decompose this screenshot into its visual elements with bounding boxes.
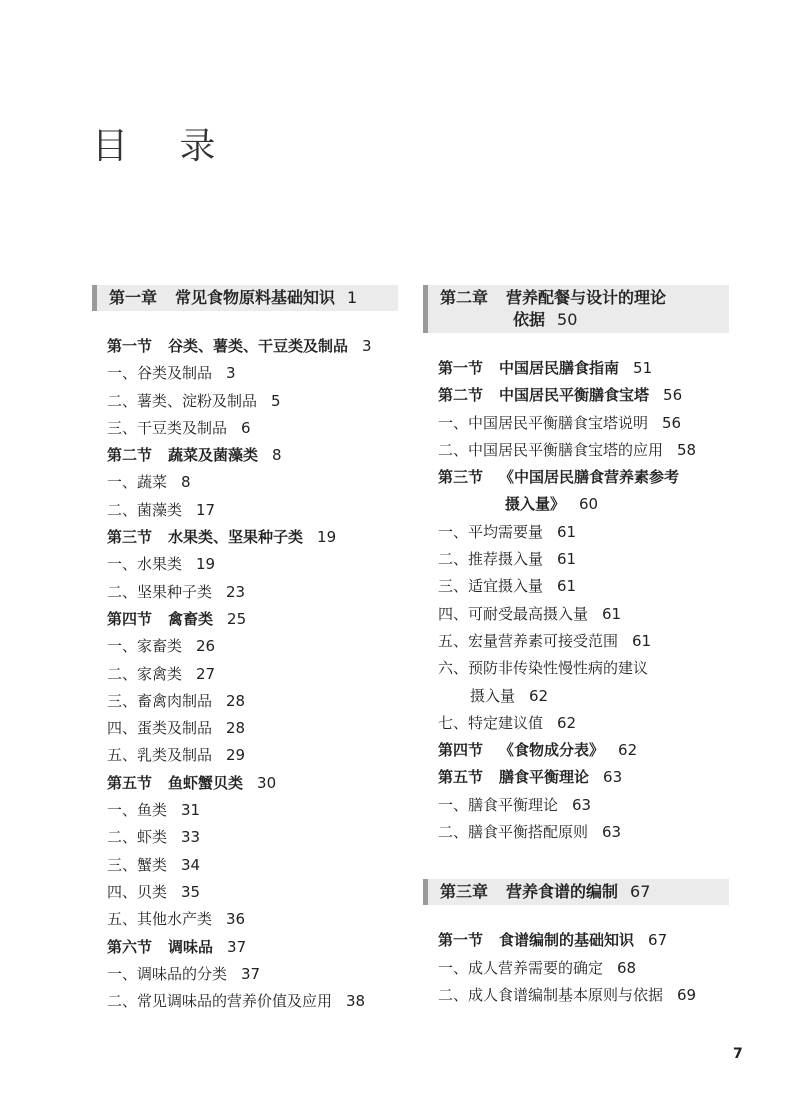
toc-item[interactable]: [423, 710, 729, 737]
toc-section[interactable]: [92, 606, 398, 633]
page-ref: 25: [227, 609, 247, 628]
toc-section[interactable]: [92, 934, 398, 961]
page-ref: 60: [579, 495, 599, 514]
section-title: 谷类、薯类、干豆类及制品: [168, 337, 349, 355]
page-ref: 62: [529, 686, 549, 705]
toc-item[interactable]: [423, 437, 729, 464]
item-title: 四、可耐受最高摄入量: [438, 604, 589, 623]
toc-section[interactable]: [423, 764, 729, 791]
section-title: 食谱编制的基础知识: [499, 931, 635, 950]
item-title: 一、平均需要量: [438, 522, 544, 541]
toc-section-continued[interactable]: [423, 491, 729, 518]
section-number: 第四节: [438, 741, 484, 760]
page-ref: 8: [272, 446, 282, 465]
page-ref: 1: [347, 288, 358, 307]
page-ref: 61: [557, 577, 577, 596]
toc-left-column: [92, 285, 398, 1015]
toc-item[interactable]: [92, 551, 398, 578]
item-title: 五、乳类及制品: [107, 746, 213, 765]
page-ref: 51: [633, 359, 653, 377]
toc-section[interactable]: [423, 927, 729, 954]
toc-item[interactable]: [92, 852, 398, 879]
section-number: 第一节: [107, 337, 153, 355]
toc-item[interactable]: [92, 988, 398, 1015]
section-number: 第一节: [438, 359, 484, 377]
section-title: 《中国居民膳食营养素参考: [499, 468, 680, 487]
item-title: 一、谷类及制品: [107, 364, 213, 383]
page-ref: 28: [226, 691, 246, 710]
page-ref: 62: [557, 713, 577, 732]
item-title: 一、成人营养需要的确定: [438, 958, 604, 977]
section-title: 《食物成分表》: [499, 741, 605, 760]
toc-entry-list: [423, 927, 729, 1009]
chapter-number: 第三章: [440, 882, 489, 902]
page-ref: 8: [181, 473, 191, 492]
page-ref: 56: [662, 413, 682, 432]
toc-entry-list: [92, 333, 398, 1015]
toc-item[interactable]: [92, 469, 398, 496]
toc-item[interactable]: [423, 819, 729, 846]
toc-item[interactable]: [423, 519, 729, 546]
item-title: 一、鱼类: [107, 801, 168, 820]
item-title: 一、中国居民平衡膳食宝塔说明: [438, 413, 649, 432]
page-ref: 61: [557, 550, 577, 569]
chapter-heading[interactable]: [423, 879, 729, 905]
item-title: 三、干豆类及制品: [107, 418, 228, 437]
item-title: 三、畜禽肉制品: [107, 691, 213, 710]
toc-item[interactable]: [92, 961, 398, 988]
page-ref: 36: [226, 910, 246, 929]
section-title: 中国居民膳食指南: [499, 359, 620, 377]
section-title: 禽畜类: [168, 609, 214, 628]
section-title: 中国居民平衡膳食宝塔: [499, 386, 650, 405]
page-ref: 29: [226, 746, 246, 765]
item-title: 二、推荐摄入量: [438, 550, 544, 569]
section-number: 第五节: [438, 768, 484, 787]
chapter-title: 常见食物原料基础知识: [175, 288, 336, 307]
chapter-heading[interactable]: [92, 285, 398, 311]
toc-item[interactable]: [423, 601, 729, 628]
page-ref: 23: [226, 582, 246, 601]
toc-item[interactable]: [423, 982, 729, 1009]
toc-item[interactable]: [92, 579, 398, 606]
page-ref: 56: [663, 386, 683, 405]
toc-item[interactable]: [92, 879, 398, 906]
toc-item[interactable]: [423, 628, 729, 655]
toc-item[interactable]: [92, 497, 398, 524]
section-number: 第四节: [107, 609, 153, 628]
page-ref: 3: [362, 337, 372, 355]
section-number: 第二节: [438, 386, 484, 405]
page-ref: 31: [181, 801, 201, 820]
item-title: 二、成人食谱编制基本原则与依据: [438, 985, 664, 1004]
page-ref: 26: [196, 637, 216, 656]
section-number: 第五节: [107, 773, 153, 792]
toc-section[interactable]: [423, 464, 729, 491]
page-ref: 19: [196, 555, 216, 574]
toc-item[interactable]: [92, 824, 398, 851]
toc-item[interactable]: [92, 715, 398, 742]
page-title: 目 录: [92, 126, 236, 167]
chapter-title-continued: 依据: [513, 310, 546, 329]
page-number: 7: [733, 1046, 743, 1062]
section-title: 膳食平衡理论: [499, 768, 590, 787]
page-ref: 34: [181, 855, 201, 874]
chapter-heading[interactable]: [423, 285, 729, 333]
toc-section[interactable]: [92, 333, 398, 360]
item-title: 二、虾类: [107, 828, 168, 847]
page-ref: 63: [603, 768, 623, 787]
item-title: 二、家禽类: [107, 664, 183, 683]
toc-section[interactable]: [92, 770, 398, 797]
section-number: 第六节: [107, 937, 153, 956]
item-title: 二、常见调味品的营养价值及应用: [107, 992, 333, 1011]
section-title: 蔬菜及菌藻类: [168, 446, 259, 465]
toc-item[interactable]: [92, 633, 398, 660]
item-title: 一、水果类: [107, 555, 183, 574]
toc-item[interactable]: [92, 688, 398, 715]
toc-section[interactable]: [92, 442, 398, 469]
item-title: 二、菌藻类: [107, 500, 183, 519]
toc-section[interactable]: [423, 355, 729, 382]
item-title: 三、蟹类: [107, 855, 168, 874]
toc-item[interactable]: [423, 546, 729, 573]
toc-item[interactable]: [423, 573, 729, 600]
page-ref: 3: [226, 364, 236, 383]
page-ref: 58: [677, 440, 697, 459]
page-ref: 5: [271, 391, 281, 410]
page-ref: 37: [227, 937, 247, 956]
toc-item[interactable]: [92, 388, 398, 415]
toc-section[interactable]: [92, 524, 398, 551]
toc-item[interactable]: [423, 410, 729, 437]
page-ref: 28: [226, 719, 246, 738]
page-ref: 63: [572, 795, 592, 814]
item-title: 一、膳食平衡理论: [438, 795, 559, 814]
section-title: 水果类、坚果种子类: [168, 528, 304, 547]
toc-item-continued[interactable]: [423, 683, 729, 710]
item-title: 二、膳食平衡搭配原则: [438, 823, 589, 842]
section-number: 第一节: [438, 931, 484, 950]
section-title: 调味品: [168, 937, 214, 956]
toc-entry-list: [423, 355, 729, 846]
page-ref: 61: [632, 631, 652, 650]
chapter-title: 营养配餐与设计的理论: [506, 288, 667, 307]
item-title: 二、薯类、淀粉及制品: [107, 391, 258, 410]
item-title: 七、特定建议值: [438, 713, 544, 732]
section-number: 第二节: [107, 446, 153, 465]
toc-item[interactable]: [92, 415, 398, 442]
page-ref: 50: [557, 310, 578, 329]
item-title: 一、家畜类: [107, 637, 183, 656]
item-title: 二、坚果种子类: [107, 582, 213, 601]
item-title: 二、中国居民平衡膳食宝塔的应用: [438, 440, 664, 459]
page-ref: 19: [317, 528, 337, 547]
toc-section[interactable]: [423, 382, 729, 409]
page-ref: 6: [241, 418, 251, 437]
toc-item[interactable]: [92, 797, 398, 824]
page-ref: 33: [181, 828, 201, 847]
section-number: 第三节: [107, 528, 153, 547]
page-ref: 67: [648, 931, 668, 950]
toc-right-column: [423, 285, 729, 1009]
page-ref: 27: [196, 664, 216, 683]
page-ref: 69: [677, 985, 697, 1004]
page-ref: 62: [618, 741, 638, 760]
toc-section[interactable]: [423, 737, 729, 764]
item-title: 四、贝类: [107, 882, 168, 901]
toc-item[interactable]: [92, 661, 398, 688]
item-title: 三、适宜摄入量: [438, 577, 544, 596]
toc-item[interactable]: [92, 906, 398, 933]
page-ref: 63: [602, 823, 622, 842]
page-ref: 35: [181, 882, 201, 901]
item-title: 五、宏量营养素可接受范围: [438, 631, 619, 650]
page-ref: 61: [557, 522, 577, 541]
page-ref: 17: [196, 500, 216, 519]
section-number: 第三节: [438, 468, 484, 487]
page-ref: 68: [617, 958, 637, 977]
chapter-number: 第一章: [109, 288, 158, 307]
item-title: 五、其他水产类: [107, 910, 213, 929]
page-ref: 30: [257, 773, 277, 792]
section-title: 鱼虾蟹贝类: [168, 773, 244, 792]
item-title: 六、预防非传染性慢性病的建议: [438, 659, 649, 678]
page-ref: 37: [241, 964, 261, 983]
item-title: 一、调味品的分类: [107, 964, 228, 983]
chapter-title: 营养食谱的编制: [506, 882, 619, 902]
item-title-continued: 摄入量: [470, 686, 516, 705]
item-title: 四、蛋类及制品: [107, 719, 213, 738]
page-ref: 61: [602, 604, 622, 623]
toc-item[interactable]: [423, 955, 729, 982]
toc-item[interactable]: [92, 742, 398, 769]
section-title-continued: 摄入量》: [505, 495, 566, 514]
item-title: 一、蔬菜: [107, 473, 168, 492]
toc-item[interactable]: [423, 655, 729, 682]
toc-item[interactable]: [423, 792, 729, 819]
chapter-number: 第二章: [440, 288, 489, 307]
toc-item[interactable]: [92, 360, 398, 387]
page-ref: 38: [346, 992, 366, 1011]
page-ref: 67: [630, 882, 651, 902]
